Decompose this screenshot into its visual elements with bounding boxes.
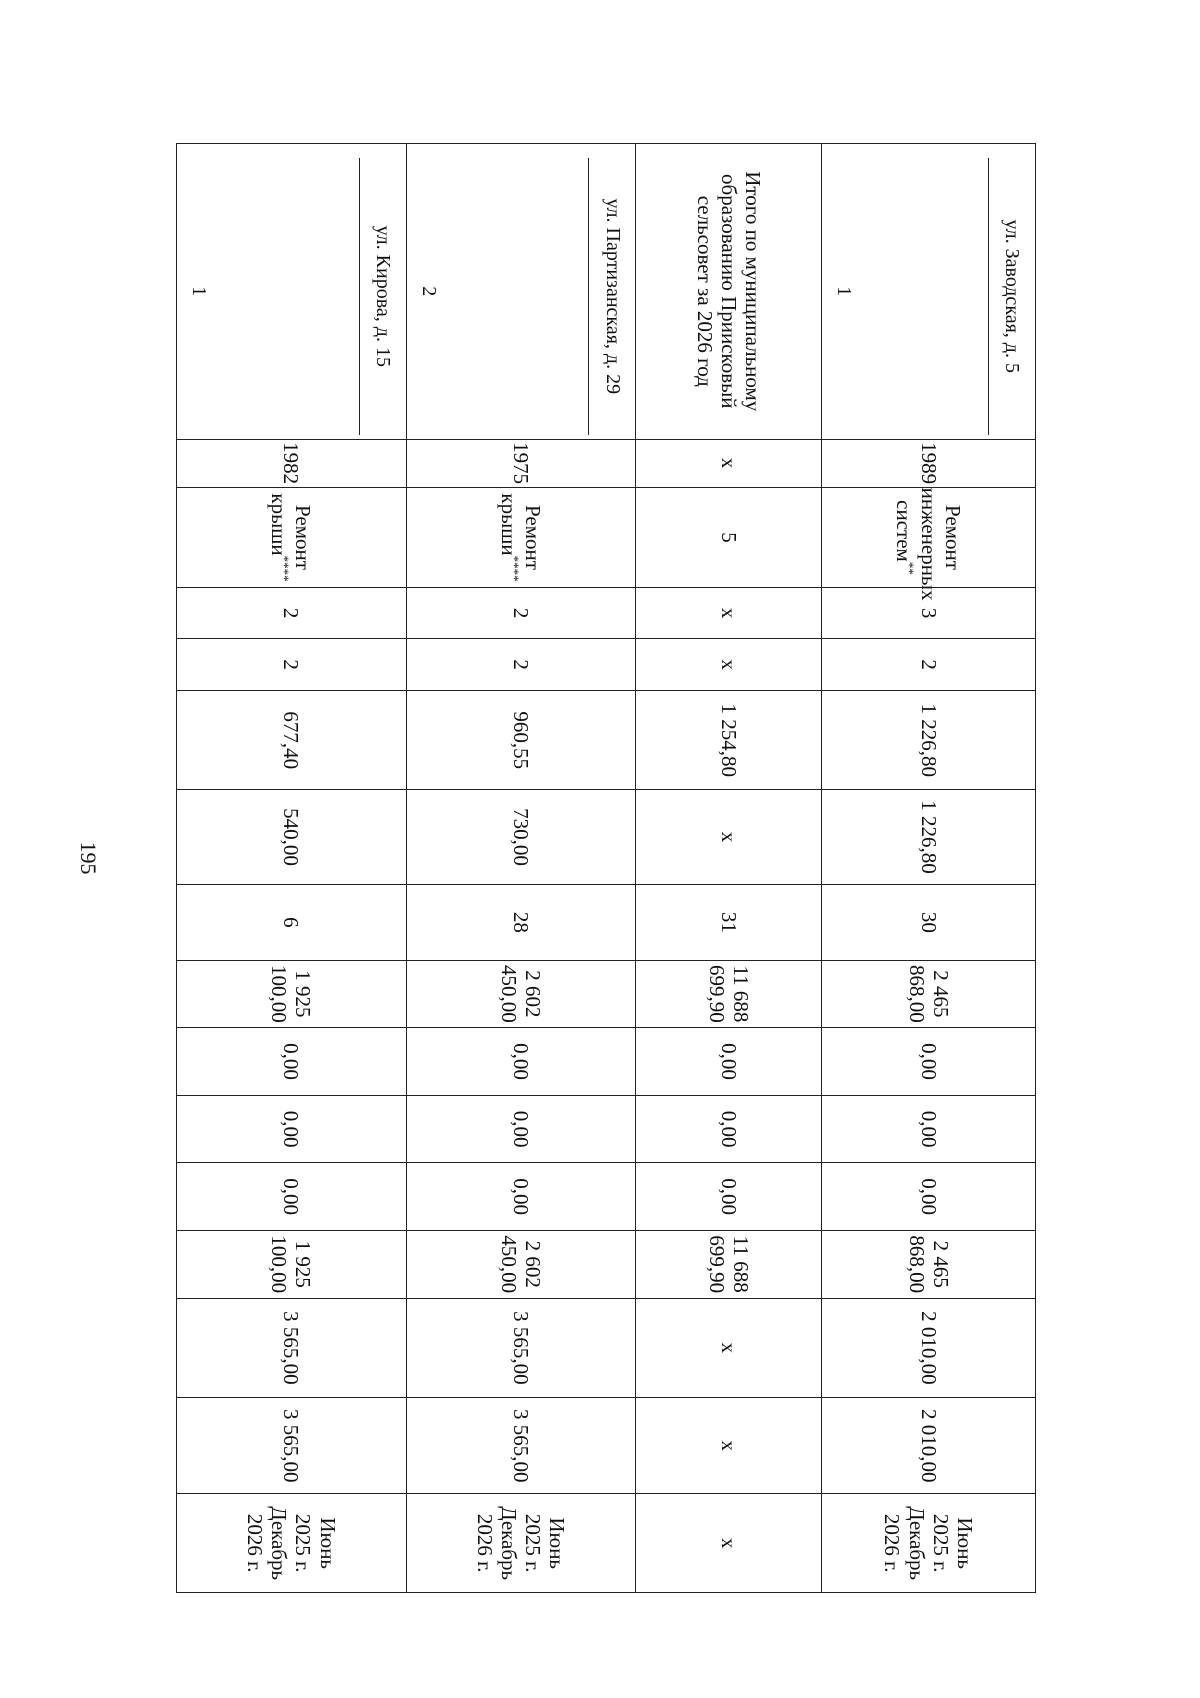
value-cell: 0,00 [822, 1095, 1036, 1163]
value-cell: x [636, 638, 822, 691]
value-cell: 0,00 [406, 1163, 636, 1231]
value-cell: 0,00 [406, 1095, 636, 1163]
address-cell [406, 144, 636, 440]
residents-cell: 28 [406, 885, 636, 961]
work-type-cell: Ремонт крыши**** [177, 487, 407, 588]
area-cell: 960,55 [406, 691, 636, 790]
row-index: 1 [833, 286, 856, 297]
table-row [406, 144, 636, 1593]
unit-cost-cell: 2 010,00 [822, 1398, 1036, 1494]
area-cell: 1 226,80 [822, 691, 1036, 790]
capital-repair-table [176, 143, 1036, 1593]
value-cell: 2 [406, 588, 636, 638]
work-count-cell: 5 [636, 487, 822, 588]
unit-cost-cell: 3 565,00 [177, 1298, 407, 1398]
value-cell: 0,00 [636, 1028, 822, 1096]
cost-cell: 2 465 868,00 [822, 1230, 1036, 1298]
value-cell: 2 [822, 638, 1036, 691]
value-cell: 2 [177, 638, 407, 691]
value-cell: 0,00 [822, 1163, 1036, 1231]
total-label: Итого по муниципальному образованию Приисковый сельсовет за 2026 год [636, 144, 822, 440]
residents-cell: 6 [177, 885, 407, 961]
value-cell: 0,00 [177, 1163, 407, 1231]
address-cell [822, 144, 1036, 440]
cost-cell: 2 465 868,00 [822, 960, 1036, 1028]
value-cell: 2 [406, 638, 636, 691]
cost-cell: 11 688 699,90 [636, 1230, 822, 1298]
row-index: 2 [417, 286, 440, 297]
residents-cell: 31 [636, 885, 822, 961]
address-cell [177, 144, 407, 440]
area-cell: 1 226,80 [822, 789, 1036, 884]
work-type-cell: Ремонт инженерных систем** [822, 487, 1036, 588]
value-cell: 0,00 [822, 1028, 1036, 1096]
table-container [176, 143, 1036, 1593]
cost-cell: 2 602 450,00 [406, 1230, 636, 1298]
area-cell: x [636, 789, 822, 884]
table-row [177, 144, 407, 1593]
unit-cost-cell: 3 565,00 [406, 1298, 636, 1398]
area-cell: 1 254,80 [636, 691, 822, 790]
period-cell: Июнь 2025 г. Декабрь 2026 г. [177, 1494, 407, 1593]
cost-cell: 11 688 699,90 [636, 960, 822, 1028]
period-cell: x [636, 1494, 822, 1593]
value-cell: 0,00 [177, 1095, 407, 1163]
area-cell: 540,00 [177, 789, 407, 884]
cost-cell: 2 602 450,00 [406, 960, 636, 1028]
value-cell: 2 [177, 588, 407, 638]
period-cell: Июнь 2025 г. Декабрь 2026 г. [406, 1494, 636, 1593]
page-number: 195 [76, 841, 101, 875]
value-cell: 0,00 [177, 1028, 407, 1096]
area-cell: 677,40 [177, 691, 407, 790]
address: ул. Кирова, д. 15 [359, 158, 406, 435]
value-cell: 3 [822, 588, 1036, 638]
value-cell: x [636, 588, 822, 638]
unit-cost-cell: 2 010,00 [822, 1298, 1036, 1398]
table-row [822, 144, 1036, 1593]
year-cell: 1989 [822, 439, 1036, 487]
unit-cost-cell: x [636, 1398, 822, 1494]
table-row-total [636, 144, 822, 1593]
unit-cost-cell: 3 565,00 [406, 1398, 636, 1494]
unit-cost-cell: x [636, 1298, 822, 1398]
value-cell: 0,00 [406, 1028, 636, 1096]
cost-cell: 1 925 100,00 [177, 960, 407, 1028]
area-cell: 730,00 [406, 789, 636, 884]
year-cell: 1975 [406, 439, 636, 487]
period-cell: Июнь 2025 г. Декабрь 2026 г. [822, 1494, 1036, 1593]
work-type-cell: Ремонт крыши**** [406, 487, 636, 588]
address: ул. Партизанская, д. 29 [588, 158, 635, 435]
value-cell: 0,00 [636, 1095, 822, 1163]
cost-cell: 1 925 100,00 [177, 1230, 407, 1298]
year-cell: x [636, 439, 822, 487]
year-cell: 1982 [177, 439, 407, 487]
residents-cell: 30 [822, 885, 1036, 961]
row-index: 1 [188, 286, 210, 297]
value-cell: 0,00 [636, 1163, 822, 1231]
unit-cost-cell: 3 565,00 [177, 1398, 407, 1494]
address: ул. Заводская, д. 5 [988, 158, 1035, 435]
